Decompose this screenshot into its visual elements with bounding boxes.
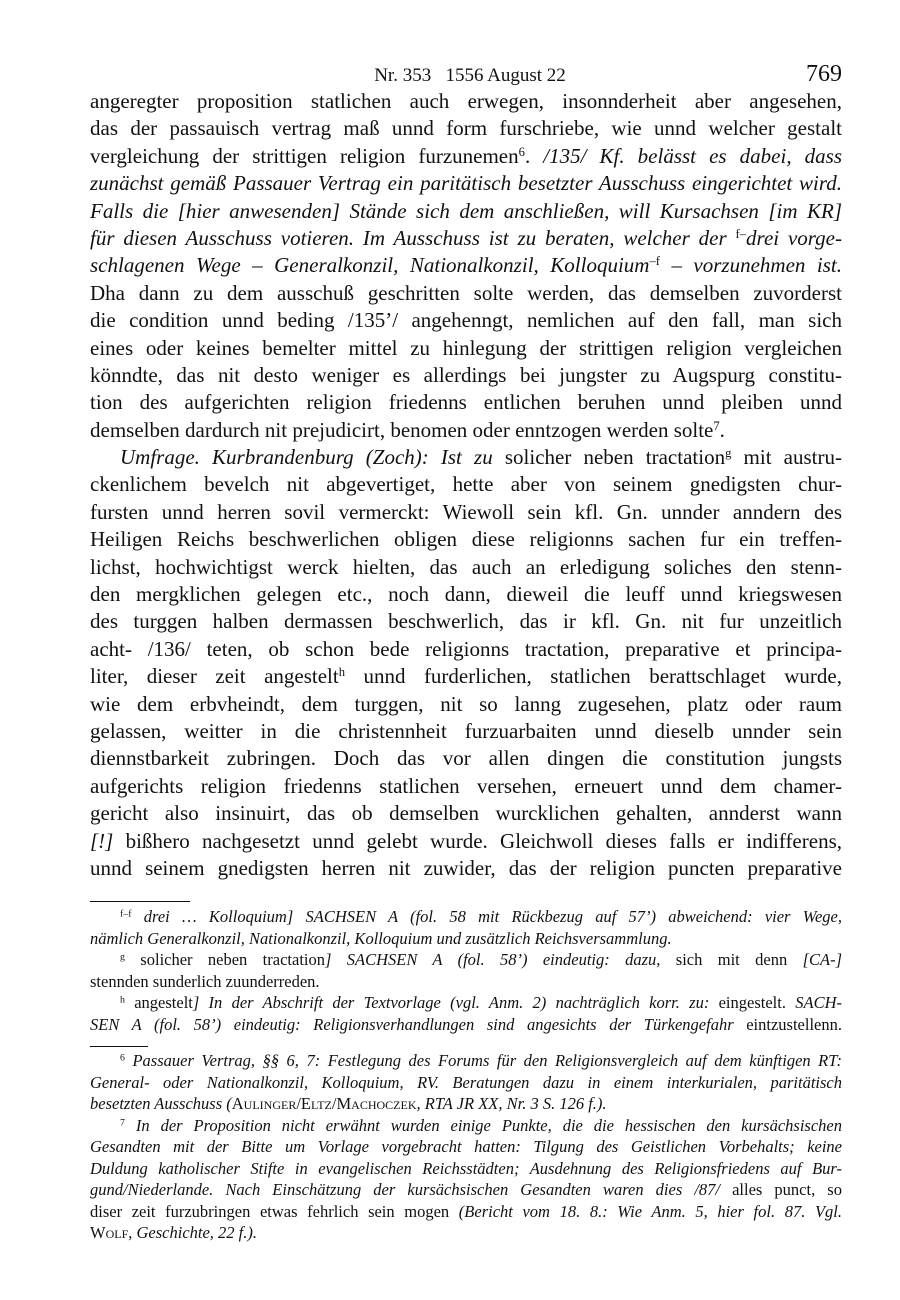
note-marker: 7 (120, 1117, 125, 1129)
note-marker: 6 (120, 1052, 125, 1064)
text-run: unnd furderlichen, statlichen berattschlaget wurde, (345, 664, 842, 689)
text-run: SACH- (795, 993, 842, 1012)
text-run: nämlich Generalkonzil, Nationalkonzil, Kolloquium und zusätzlich Reichsversammlung. (90, 928, 672, 948)
text-run: (Bericht vom 18. 8.: Wie Anm. 5, hier fol. 87. Vgl. (458, 1201, 842, 1221)
footnotes (90, 1050, 842, 1244)
text-line (90, 1179, 842, 1201)
text-line (90, 225, 842, 252)
text-line (90, 1050, 842, 1072)
text-run: wie dem erbvheindt, dem turggen, nit so lanng zugesehen, platz oder raum (90, 691, 842, 716)
text-run: ] SACHSEN A (fol. 58’) eindeutig: dazu, (324, 950, 661, 969)
note-marker: –f (649, 254, 660, 269)
text-run: gericht also insinuirt, das ob demselben wurcklichen gehalten, annderst wann (90, 801, 842, 826)
text-line (90, 855, 842, 882)
text-run: besetzten Ausschuss ( (90, 1094, 232, 1113)
text-line (90, 307, 842, 334)
note-marker: 6 (518, 144, 525, 159)
text-run: zunächst gemäß Passauer Vertrag ein paritätisch besetzter Ausschuss eingerichtet wird. (90, 171, 842, 196)
text-run: . (524, 143, 544, 168)
footnote-divider (90, 1046, 148, 1047)
text-line (90, 1136, 842, 1158)
text-run: . (719, 417, 725, 442)
text-run: fursten unnd herren sovil vermerckt: Wiewoll sein kfl. Gn. unnder anndern des (90, 499, 842, 524)
text-run: [!] (90, 828, 114, 853)
text-line (90, 143, 842, 170)
footnote-divider (90, 901, 190, 902)
text-run: schlagenen Wege – Generalkonzil, Nationalkonzil, Kolloquium (90, 253, 650, 278)
note-marker: h (120, 994, 125, 1006)
note-marker: f– (735, 227, 747, 242)
text-run: gelassen, weitter in die christennheit furzuarbaiten unnd dieselb unnder sein (90, 718, 842, 743)
text-run: drei … Kolloquium] SACHSEN A (fol. 58 mit Rückbezug auf 57’) abweichend: vier Wege, (131, 907, 842, 926)
text-run: demselben dardurch nit prejudicirt, benomen oder enntzogen werden solte (90, 417, 714, 442)
text-line (90, 526, 842, 553)
text-run: [CA-] (802, 950, 842, 969)
note-marker: g (725, 446, 732, 461)
text-line (90, 1115, 842, 1137)
text-run: unnd seinem gnedigsten herren nit zuwider, das der religion puncten preparative (90, 855, 842, 880)
text-line (90, 745, 842, 772)
text-line (90, 581, 842, 608)
text-line (90, 417, 842, 444)
text-line (90, 691, 842, 718)
note-marker: 7 (713, 418, 720, 433)
text-run: ckenlichem bevelch nit abgevertiget, hette aber von seinem gnedigsten chur- (90, 472, 842, 497)
text-line (90, 663, 842, 690)
text-run: Dha dann zu dem ausschuß geschritten solte werden, das demselben zuvorderst (90, 280, 842, 305)
text-run: – vorzunehmen ist. (659, 253, 842, 278)
text-run: sich mit denn (660, 950, 803, 969)
text-line (90, 828, 842, 855)
text-run: den mergklichen gelegen etc., noch dann, dieweil die leuff unnd kriegswesen (90, 582, 842, 607)
text-line (90, 800, 842, 827)
text-run: für diesen Ausschuss votieren. Im Ausschuss ist zu beraten, welcher der (90, 225, 736, 250)
text-line (90, 949, 842, 971)
text-run: angeregter proposition statlichen auch erwegen, insonnderheit aber angesehen, (90, 89, 842, 113)
text-run: Heiligen Reichs beschwerlichen obligen diese religionns sachen fur ein treffen- (90, 527, 842, 552)
text-run: solicher neben tractation (124, 950, 325, 969)
text-run: eingestelt. (709, 993, 796, 1012)
text-run: vergleichung der strittigen religion furzunemen (90, 143, 519, 168)
text-run: des turggen halben dermassen beschwerlich, das ir kfl. Gn. nit fur unzeitlich (90, 609, 842, 634)
text-line (90, 389, 842, 416)
text-line (90, 444, 842, 471)
text-line (90, 992, 842, 1014)
text-run: In der Proposition nicht erwähnt wurden einige Punkte, die die hessischen den kursächsischen (124, 1115, 842, 1135)
text-run: liter, dieser zeit angestelt (90, 664, 339, 689)
text-run: eines oder keines bemelter mittel zu hinlegung der strittigen religion vergleichen (90, 335, 842, 360)
text-run: Wolf (90, 1223, 129, 1242)
text-line (90, 1158, 842, 1180)
text-line (90, 1072, 842, 1094)
text-run: General- oder Nationalkonzil, Kolloquium, RV. Beratungen dazu in einem interkurialen, paritätisch (90, 1072, 842, 1092)
critical-apparatus (90, 906, 842, 1035)
text-line (90, 335, 842, 362)
text-run: solicher neben tractation (492, 445, 726, 470)
text-line (90, 906, 842, 928)
text-run: alles punct, so (720, 1180, 842, 1199)
text-line (90, 1201, 842, 1223)
text-run: gund/Niederlande. Nach Einschätzung der kursächsischen Gesandten waren dies /87/ (90, 1180, 721, 1199)
text-run: SEN A (fol. 58’) eindeutig: Religionsverhandlungen sind angesichts der Türkengefahr (90, 1014, 734, 1034)
running-header: Nr. 353 1556 August 22 (374, 65, 566, 86)
text-run: eintzustellenn. (733, 1014, 842, 1034)
page-number: 769 (806, 61, 842, 87)
main-text (90, 88, 842, 882)
text-run: Duldung katholischer Stifte in evangelischen Reichsstädten; Ausdehnung des Religionsfriedens auf Bur- (90, 1158, 842, 1178)
text-run: Gesandten mit der Bitte um Vorlage vorgebracht hatten: Tilgung des Geistlichen Vorbehalts; keine (90, 1137, 842, 1156)
text-run: Umfrage. Kurbrandenburg (Zoch): Ist zu (120, 445, 493, 470)
text-line (90, 471, 842, 498)
text-run: Passauer Vertrag, §§ 6, 7: Festlegung des Forums für den Religionsvergleich auf dem künftigen RT: (124, 1051, 842, 1070)
note-marker: f–f (120, 908, 132, 920)
text-line (90, 1014, 842, 1036)
text-line (90, 928, 842, 950)
text-run: das der passauisch vertrag maß unnd form furschriebe, wie unnd welcher gestalt (90, 116, 842, 141)
text-run: stennden sunderlich zuunderreden. (90, 971, 320, 991)
text-line (90, 499, 842, 526)
text-line (90, 252, 842, 279)
text-run: Falls die [hier anwesenden] Stände sich dem anschließen, will Kursachsen [im KR] (90, 198, 842, 223)
text-line (90, 280, 842, 307)
text-line (90, 170, 842, 197)
text-run: mit austru- (731, 445, 842, 470)
text-run: , Geschichte, 22 f.). (128, 1223, 258, 1242)
text-run: , RTA JR XX, Nr. 3 S. 126 f.). (416, 1094, 607, 1113)
text-run: Aulinger/Eltz/Machoczek (231, 1094, 417, 1113)
text-line (90, 971, 842, 993)
note-marker: g (120, 951, 125, 963)
text-line (90, 115, 842, 142)
text-run: /135/ Kf. belässt es dabei, dass (543, 143, 842, 168)
text-run: könndte, das nit desto weniger es allerdings bei jungster zu Augspurg constitu- (90, 362, 842, 387)
text-line (90, 88, 842, 115)
text-run: acht- /136/ teten, ob schon bede religionns tractation, preparative et principa- (90, 636, 842, 661)
text-line (90, 773, 842, 800)
text-line (90, 718, 842, 745)
text-run: die condition unnd beding /135’/ angehenngt, nemlichen auf den fall, man sich (90, 308, 842, 333)
note-marker: h (338, 665, 346, 680)
text-run: ] In der Abschrift der Textvorlage (vgl. Anm. 2) nachträglich korr. zu: (192, 993, 710, 1012)
text-run: drei vorge- (746, 225, 842, 250)
text-line (90, 608, 842, 635)
text-run: tion des aufgerichten religion friedenns entlichen beruhen unnd pleiben unnd (90, 390, 842, 415)
text-run: aufgerichts religion friedenns statlichen versehen, erneuert unnd dem chamer- (90, 773, 842, 798)
text-run: diennstbarkeit zubringen. Doch das vor allen dingen die constitution jungsts (90, 746, 842, 771)
text-line (90, 1222, 842, 1244)
text-line (90, 636, 842, 663)
text-line (90, 554, 842, 581)
text-run: bißhero nachgesetzt unnd gelebt wurde. Gleichwoll dieses falls er indifferens, (113, 828, 842, 853)
text-run: angestelt (124, 993, 193, 1012)
text-line (90, 362, 842, 389)
text-run: diser zeit furzubringen etwas fehrlich sein mogen (90, 1201, 459, 1221)
text-line (90, 198, 842, 225)
text-line (90, 1093, 842, 1115)
text-run: lichst, hochwichtigst werck hielten, das auch an erledigung soliches den stenn- (90, 554, 842, 579)
